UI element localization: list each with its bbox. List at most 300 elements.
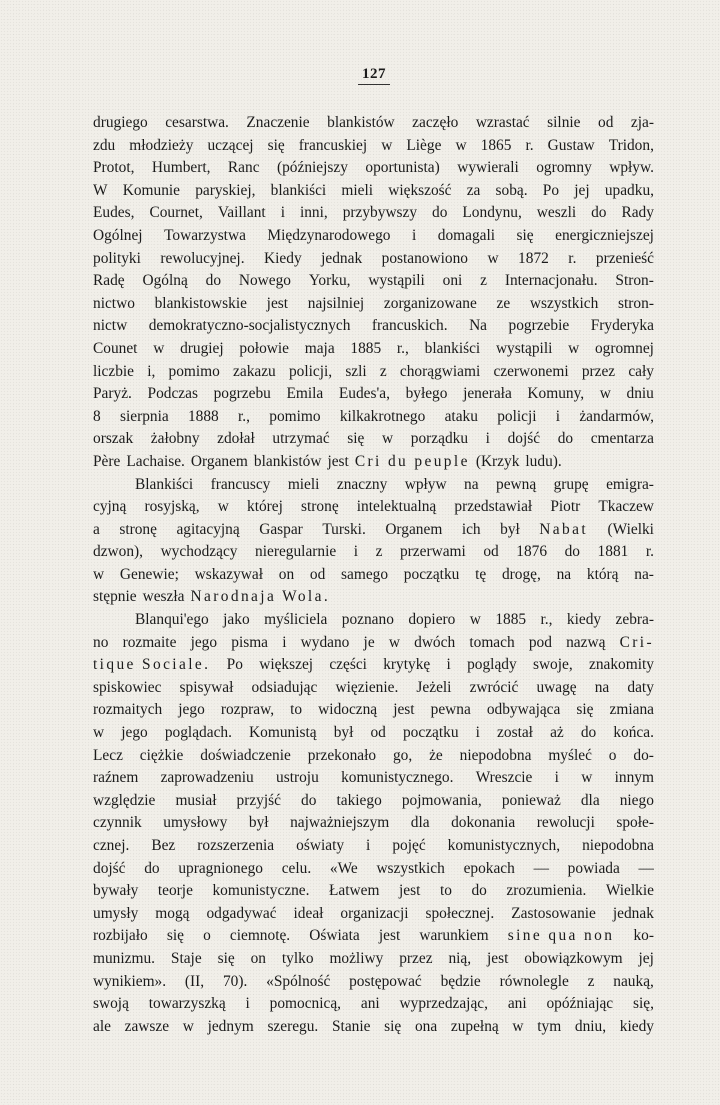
word: musiał [175,791,217,809]
word: społe- [616,814,654,832]
word: r. [568,249,577,267]
word: liczbie [93,362,135,380]
word: czynnik [93,814,142,832]
word: początku [402,724,459,742]
word: blankistowskie [154,294,247,312]
text-line [93,564,654,587]
word: on [278,565,295,583]
word: no [93,633,109,651]
word: Père [93,452,121,470]
word: epokach [463,859,515,877]
word: rozbijało [93,927,148,945]
word: jego [190,633,218,651]
word: znaczny [336,475,388,493]
word: połowie [239,339,289,357]
word: wzrastać [475,114,530,131]
word: spisywał [179,678,234,696]
word: więzienie. [335,678,399,696]
word: a [93,520,100,538]
word: Protot, [93,159,135,177]
word: do [564,543,580,561]
word: był [248,814,269,832]
word: dojść [93,859,126,877]
word: zawsze [124,1017,170,1035]
word: 1865 [480,136,512,154]
word: teorje [157,882,193,900]
word: uczącej [207,136,254,154]
text-line [93,180,654,203]
word: grupę [553,475,589,493]
word: szli [345,362,367,380]
word: początku [403,565,460,583]
paragraph [93,474,654,610]
word: w [93,724,105,742]
word: Paryż. [93,385,132,403]
word: i [475,724,480,742]
word: odbywająca [486,701,561,719]
word: jednak [612,904,654,922]
word: r. [645,543,654,561]
word: stronę [119,520,157,538]
word: kiedy [619,1017,654,1035]
word: ani [360,995,380,1013]
word: za [466,181,481,199]
text-line [93,383,654,406]
word: jej [638,949,654,967]
word: jego [178,701,205,719]
word: ale [93,1017,111,1035]
word: przekonało [307,746,377,764]
text-line [93,1016,654,1039]
word: Eudes'a, [338,385,390,403]
paragraph [93,112,654,474]
word: sierpnia [119,407,169,425]
word: był [500,520,520,538]
word: od [370,724,386,742]
word: tomach [469,633,515,651]
word: do [557,430,574,448]
word: Lecz [93,746,123,764]
word: w [382,430,394,448]
word: Znaczenie [246,114,310,131]
word: pisma [231,633,269,651]
word: przenieść [595,249,654,267]
word: poglądy [467,656,517,674]
word: ideał [293,904,324,922]
text-line [93,948,654,971]
word: ogromny [536,159,592,177]
word: jest [487,949,509,967]
text-line [93,451,654,474]
word: 1885 [350,339,382,357]
text-line [93,406,654,429]
word: od [598,114,614,131]
word: obowiązkowym [524,949,623,967]
word: wywierali [457,159,519,177]
word: Tridon, [608,136,654,154]
word: zaczęło [412,114,459,131]
word: Stanie [331,1017,371,1035]
word: na [594,678,610,696]
word: został [497,724,533,742]
word: utrzymać [272,430,330,448]
word: oni [442,272,463,290]
word: przez [581,362,616,380]
word: opóźniając [546,995,614,1013]
word: niepodobna [459,746,532,764]
word: nią, [448,949,472,967]
text-line [93,745,654,768]
text-line [93,880,654,903]
word: dniu [626,385,654,403]
word: wszystkich [529,294,599,312]
word: którą [586,565,619,583]
text-line [93,270,654,293]
word: jako [223,611,250,629]
word: uwagę [536,678,577,696]
word: W [93,181,108,199]
word: do [432,204,448,222]
text-line [93,812,654,835]
word: jej [574,181,590,199]
word: Rady [621,204,654,222]
word: myśleć [548,746,592,764]
word: (Krzyk [475,452,520,470]
text-line [93,519,654,542]
word: i [554,769,559,787]
word: Wreszcie [475,769,533,787]
word: to [439,882,452,900]
word: Lachaise. [126,452,185,470]
word: nictwo [93,294,135,312]
word: pojmowania, [401,791,482,809]
word: pogrzebu [213,385,271,403]
word: i [485,430,490,448]
word: z [587,972,595,990]
word: ani [507,995,527,1013]
word: się, [632,995,654,1013]
word: blankistów [327,114,395,131]
word: komunistycznych, [447,837,561,854]
word: na- [634,565,654,583]
word: z [375,543,383,561]
word: 1876 [516,543,548,561]
text-line [93,971,654,994]
word: się [267,136,285,154]
word: ciemnotę. [229,927,291,945]
word: przerwami [399,543,466,561]
word: poglądach. [164,724,232,742]
word: rozpraw, [220,701,275,719]
word: się [347,430,365,448]
text-line [93,202,654,225]
word: dwóch [414,633,456,651]
spaced-word: Cri- [619,633,654,651]
word: drogę, [501,565,541,583]
word: celu. [281,859,312,877]
word: umysły [93,904,139,922]
word: stępnie [93,588,137,606]
word: dokonania [451,814,516,832]
word: pomocnicą, [269,995,342,1013]
word: do [471,882,487,900]
word: blankiści [424,339,481,357]
word: upragnionego [178,859,263,877]
word: i [446,656,451,674]
word: nazwą [566,633,606,651]
word: wskazywał [194,565,263,583]
word: innym [614,769,654,787]
word: munizmu. [93,949,155,967]
word: Stron- [615,272,654,290]
word: odsiadując [251,678,318,696]
word: z [379,362,387,380]
word: młodzieży [129,136,194,154]
word: jest [266,294,289,312]
word: pojęć [392,837,426,854]
word: zrozumienia. [506,882,587,900]
word: zdołał [217,430,255,448]
word: Radę [93,272,125,290]
word: i [353,543,359,561]
word: kilkakrotnego [339,407,426,425]
word: mieli [341,181,374,199]
word: dojść [507,430,541,448]
word: daty [627,678,654,696]
word: jednym [207,1017,254,1035]
word: ich [461,520,481,538]
word: go, [392,746,413,764]
word: jest [378,927,401,945]
word: od [483,543,499,561]
word: Oświata [309,927,360,945]
word: (Wielki [607,520,654,538]
word: ponieważ [501,791,561,809]
word: Jeżeli [416,678,452,696]
word: oświaty [296,837,345,854]
word: ona [414,1017,438,1035]
word: i [366,837,371,854]
text-line [93,315,654,338]
word: ustroju [276,769,319,787]
text-line [93,993,654,1016]
word: mieli [287,475,320,493]
word: Po [226,656,243,674]
word: Blankiści [135,475,194,493]
word: pewna [430,701,471,719]
word: umysłowy [163,814,228,832]
word: przez [399,949,433,967]
word: Gustaw [547,136,595,154]
word: 70). [222,972,248,990]
word: domagali [437,226,496,244]
word: do- [633,746,654,764]
word: na [464,475,479,493]
word: komunistycznego. [341,769,454,787]
word: drugiego [93,114,148,131]
word: ze [496,294,511,312]
word: policji, [288,362,333,380]
word: (II, [184,972,205,990]
text-line [93,112,654,135]
word: Towarzystwa [164,226,246,244]
word: swoją [93,995,129,1013]
word: pomimo [269,407,321,425]
word: Londynu, [462,204,522,222]
word: rozmaite [122,633,177,651]
word: i [411,226,417,244]
word: dniu, [574,1017,607,1035]
word: energiczniejszej [555,226,654,244]
text-line [93,903,654,926]
word: i [555,407,561,425]
word: rosyjską, [144,498,200,516]
word: wychodzący [160,543,238,561]
word: się [516,226,534,244]
text-line [93,699,654,722]
word: 1888 [187,407,219,425]
spaced-word: Cri du peuple [354,452,470,470]
word: Emila [286,385,324,403]
word: na [556,565,572,583]
text-line [93,541,654,564]
text-line [93,790,654,813]
word: spiskowiec [93,678,162,696]
word: w [93,565,105,583]
word: nieregularnie [255,543,337,561]
word: silnie [547,114,581,131]
word: ko- [633,927,654,945]
word: w [381,136,393,154]
word: samego [341,565,389,583]
word: towarzyszką [148,995,226,1013]
word: Fryderyka [590,317,654,335]
word: w [599,385,611,403]
word: się [576,701,594,719]
word: francuskich. [371,317,448,335]
word: przedstawiał [454,498,533,516]
word: Komunie [122,181,180,199]
word: nictw [93,317,128,335]
word: Gaspar [259,520,303,538]
word: 1872 [518,249,549,267]
word: 1881 [597,543,629,561]
word: się [166,927,184,945]
word: bywały [93,882,139,900]
word: większość [388,181,452,199]
word: blankistów [253,452,322,470]
word: zwrócić [469,678,519,696]
text-line [93,474,654,497]
word: Counet [93,339,138,357]
word: zdu [93,136,116,154]
paragraph [93,609,654,1038]
word: (późniejszy [276,159,348,177]
word: emigra- [606,475,654,493]
spaced-word: tique Sociale. [93,656,211,674]
word: wynikiem». [93,972,167,990]
word: demokratyczno-socjalistycznych [148,317,351,335]
word: możliwy [329,949,384,967]
word: i [282,633,287,651]
text-line [93,135,654,158]
text-line [93,767,654,790]
word: stron- [618,294,654,312]
word: od [309,565,326,583]
word: Tkaczew [598,498,654,516]
word: końca. [613,724,654,742]
word: intelektualną [356,498,437,516]
text-line [93,586,654,609]
word: niepodobna [582,837,654,854]
word: wpływ. [609,159,654,177]
word: r., [396,339,409,357]
word: francuscy [210,475,271,493]
word: Ogólną [142,272,188,290]
word: Ranc [227,159,260,177]
word: je [363,633,375,651]
word: Wielkie [605,882,654,900]
word: cmentarza [590,430,654,448]
word: dla [580,791,600,809]
word: Cournet, [149,204,203,222]
text-line [93,428,654,451]
word: tę [475,565,487,583]
word: jest [327,452,349,470]
text-line [93,654,654,677]
word: dopiero [408,611,456,629]
text-line [93,677,654,700]
word: porządku [410,430,469,448]
word: Piotr [550,498,581,516]
word: r., [540,611,553,629]
word: Ogólnej [93,226,143,244]
word: żałobny [150,430,200,448]
word: niego [619,791,654,809]
word: Podczas [147,385,198,403]
word: najważniejszym [290,814,390,832]
word: postanowiono [381,249,468,267]
spaced-word: Nabat [539,520,589,538]
word: komunistyczne. [212,882,310,900]
word: w [568,339,580,357]
word: rewolucyjnej. [160,249,245,267]
word: Międzynarodowego [267,226,391,244]
word: większej [259,656,314,674]
word: aż [550,724,564,742]
word: drugiej [180,339,224,357]
word: pogrzebie [508,317,570,335]
spaced-word: sine qua non [507,927,615,945]
word: i [245,995,250,1013]
word: czerwonemi [493,362,569,380]
text-line [93,496,654,519]
word: przybywszy [342,204,418,222]
word: Nowego [238,272,292,290]
word: Na [469,317,488,335]
word: rozmaitych [93,701,163,719]
word: cesarstwa. [165,114,229,131]
word: warunkiem [419,927,489,945]
word: był [333,724,354,742]
word: maja [304,339,335,357]
word: dla [410,814,430,832]
word: tylko [281,949,314,967]
word: mogą [155,904,190,922]
word: raźnem [93,769,139,787]
word: o [203,927,211,945]
word: ataku [444,407,478,425]
